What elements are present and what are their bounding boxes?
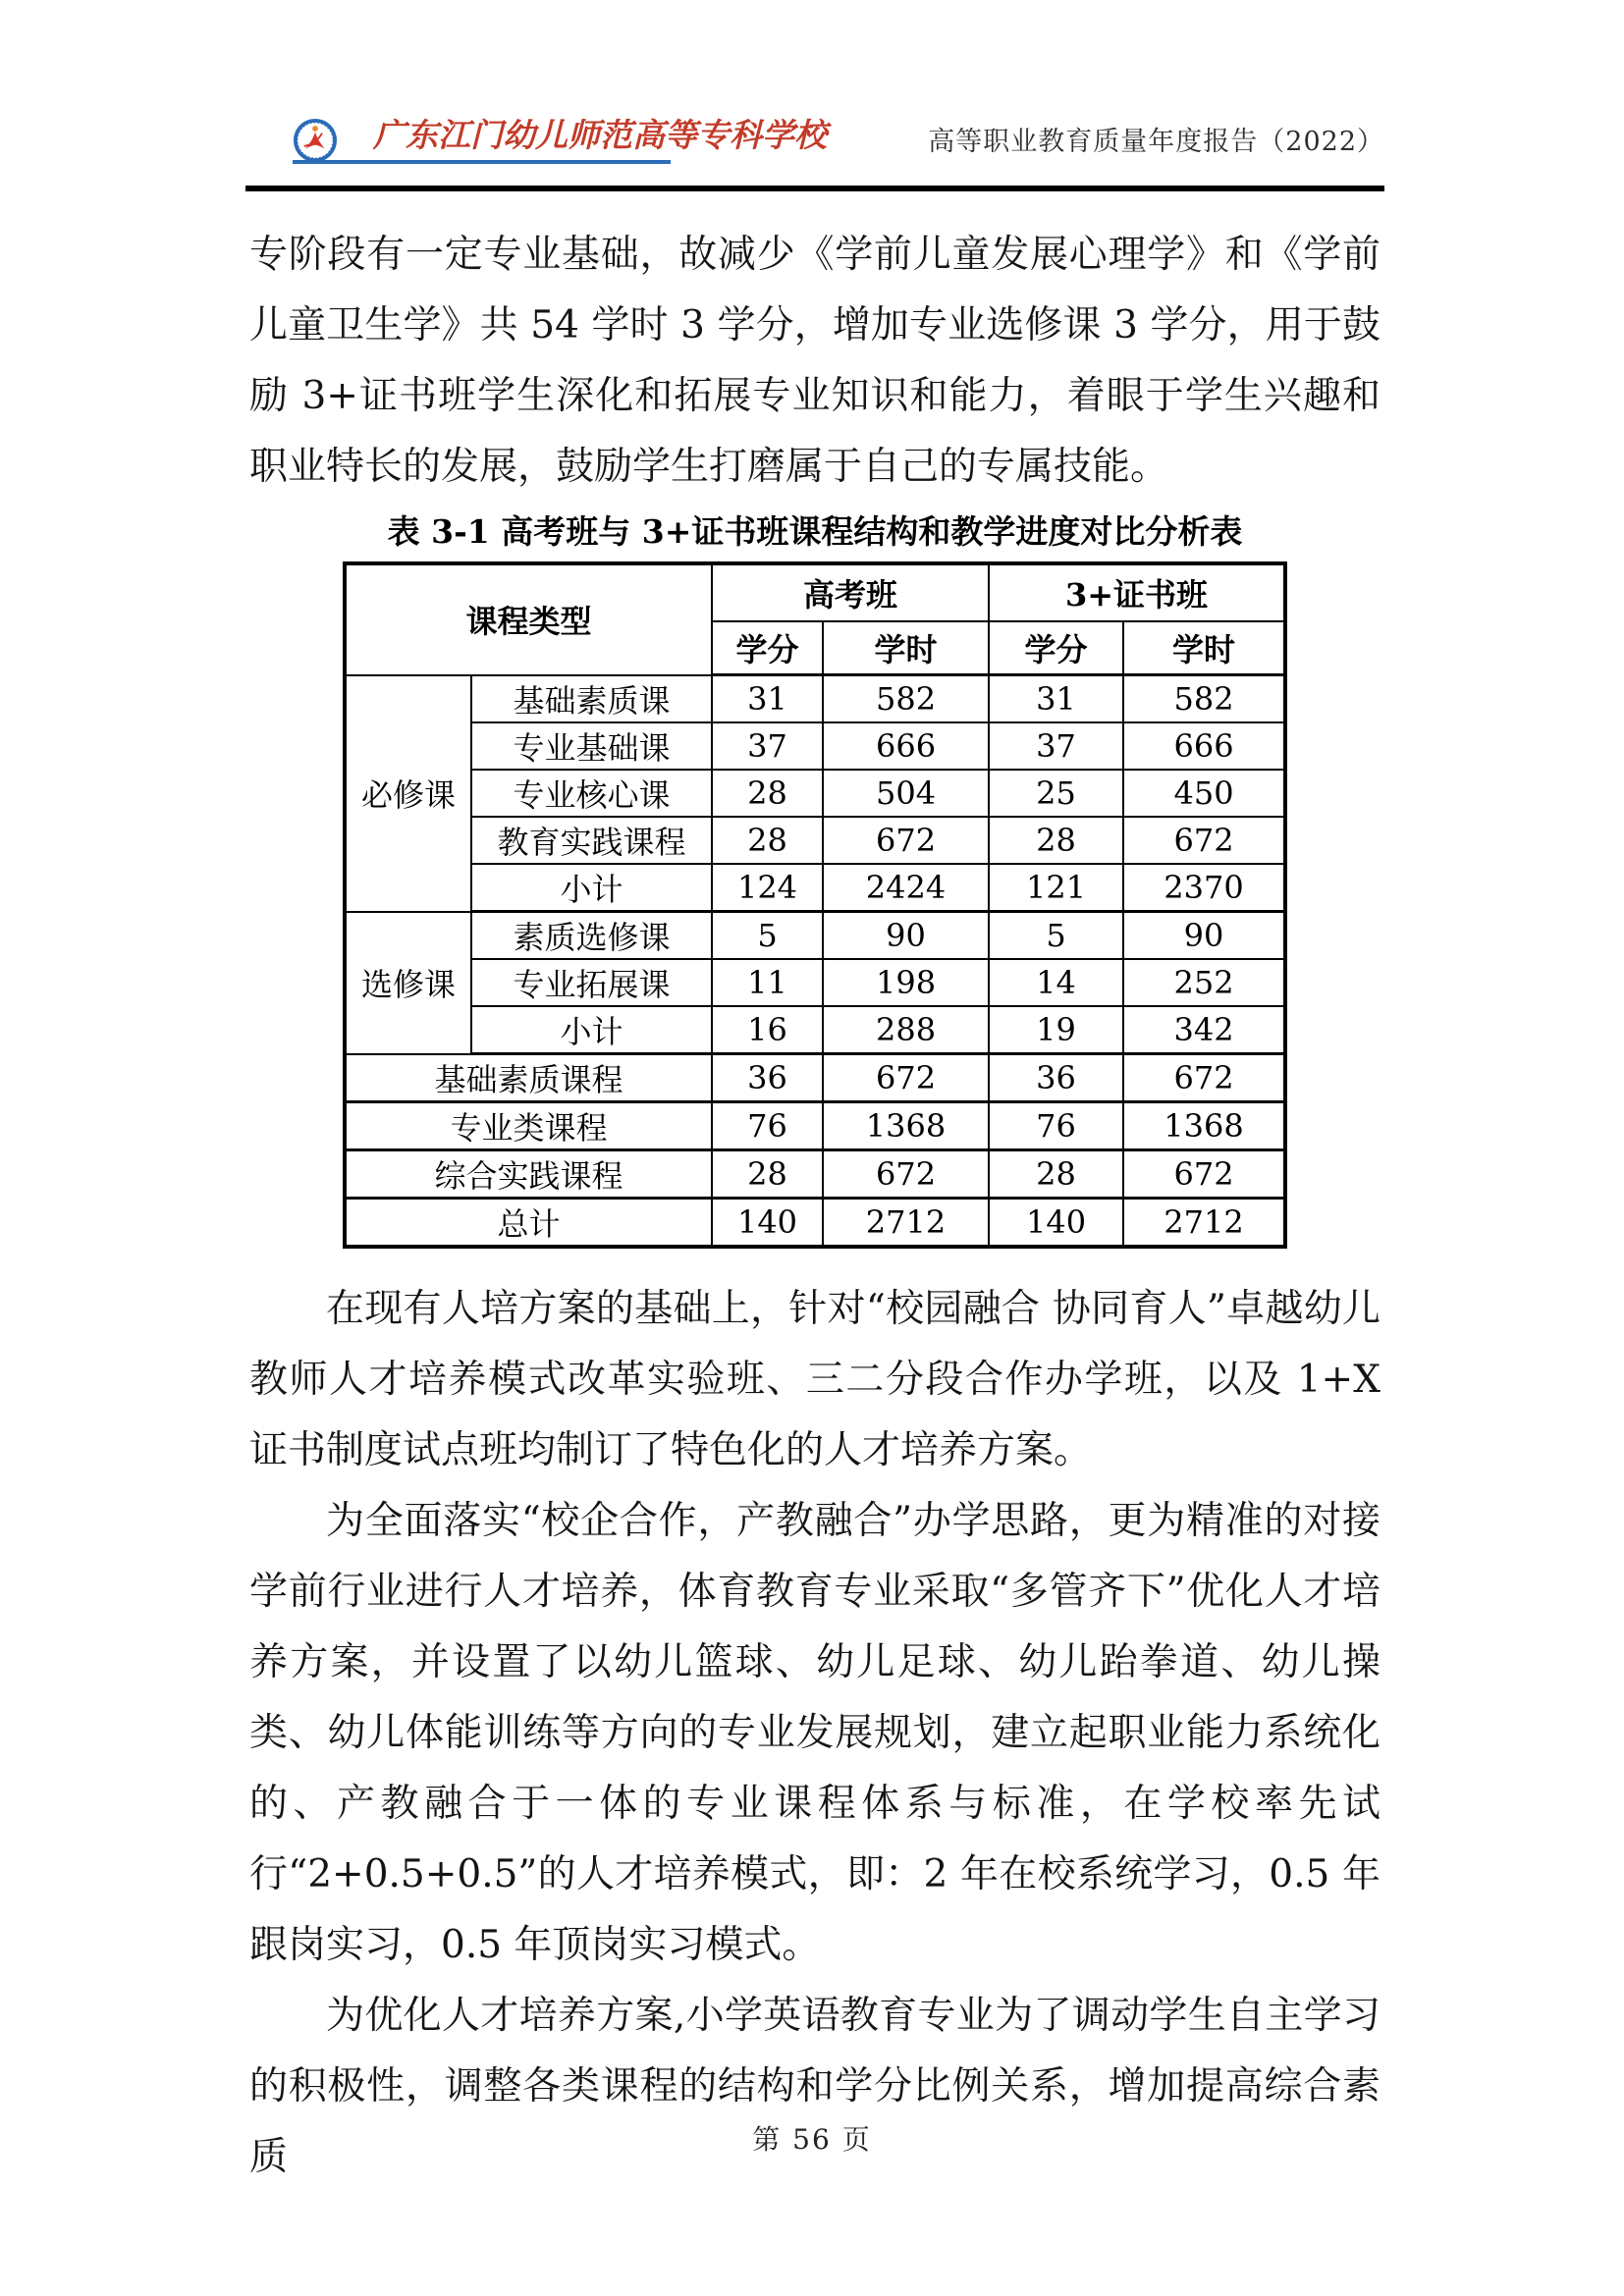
group-required: 必修课: [345, 675, 471, 912]
school-logo-icon: [293, 118, 338, 163]
table-header-row-1: [345, 563, 1285, 621]
header-hours-cert: 学时: [1123, 621, 1285, 675]
cell-value: 1368: [823, 1102, 989, 1150]
row-name: 专业核心课: [471, 770, 712, 817]
header-gaokao-class: 高考班: [712, 563, 989, 621]
cell-value: 11: [712, 959, 823, 1006]
paragraph-1: 专阶段有一定专业基础，故减少《学前儿童发展心理学》和《学前儿童卫生学》共 54 学时 3 学分，增加专业选修课 3 学分，用于鼓励 3+证书班学生深化和拓展专业知识和能力，着眼于学生兴趣和职业特长的发展，鼓励学生打磨属于自己的专属技能。: [249, 233, 1380, 489]
cell-value: 666: [1123, 722, 1285, 770]
cell-value: 666: [823, 722, 989, 770]
header-credits-cert: 学分: [989, 621, 1123, 675]
cell-value: 1368: [1123, 1102, 1285, 1150]
table-row: [345, 912, 1285, 960]
cell-value: 582: [823, 675, 989, 723]
cell-value: 5: [989, 912, 1123, 960]
cell-value: 90: [1123, 912, 1285, 960]
cell-value: 672: [1123, 1054, 1285, 1102]
cell-value: 14: [989, 959, 1123, 1006]
table-row-summary: [345, 1054, 1285, 1102]
cell-value: 37: [712, 722, 823, 770]
header-credits-gaokao: 学分: [712, 621, 823, 675]
school-name-block: [373, 116, 827, 164]
report-title: 高等职业教育质量年度报告（2022）: [928, 127, 1384, 157]
cell-value: 90: [823, 912, 989, 960]
table-row-summary: [345, 1102, 1285, 1150]
cell-value: 36: [712, 1054, 823, 1102]
cell-value: 504: [823, 770, 989, 817]
table-row-subtotal: [345, 864, 1285, 912]
cell-value: 582: [1123, 675, 1285, 723]
header-course-type: 课程类型: [345, 563, 712, 675]
row-name: 专业类课程: [345, 1102, 712, 1150]
cell-value: 76: [712, 1102, 823, 1150]
row-name: 基础素质课: [471, 675, 712, 723]
group-elective: 选修课: [345, 912, 471, 1054]
paragraph-2: 在现有人培方案的基础上，针对“校园融合 协同育人”卓越幼儿教师人才培养模式改革实验班、三二分段合作办学班，以及 1+X 证书制度试点班均制订了特色化的人才培养方案。: [249, 1287, 1380, 1472]
cell-value: 28: [989, 817, 1123, 864]
cell-value: 121: [989, 864, 1123, 912]
cell-value: 252: [1123, 959, 1285, 1006]
cell-value: 450: [1123, 770, 1285, 817]
cell-value: 198: [823, 959, 989, 1006]
cell-value: 5: [712, 912, 823, 960]
cell-value: 37: [989, 722, 1123, 770]
cell-value: 31: [989, 675, 1123, 723]
course-structure-table: [343, 561, 1287, 1249]
cell-value: 672: [1123, 817, 1285, 864]
cell-value: 28: [712, 770, 823, 817]
row-name: 总计: [345, 1199, 712, 1248]
cell-value: 672: [823, 1150, 989, 1199]
cell-value: 25: [989, 770, 1123, 817]
cell-value: 2424: [823, 864, 989, 912]
cell-value: 28: [712, 1150, 823, 1199]
school-name: 广东江门幼儿师范高等专科学校: [373, 116, 827, 154]
cell-value: 2712: [1123, 1199, 1285, 1248]
cell-value: 672: [1123, 1150, 1285, 1199]
cell-value: 124: [712, 864, 823, 912]
table-row-summary: [345, 1150, 1285, 1199]
table-row-total: [345, 1199, 1285, 1248]
table-row-subtotal: [345, 1006, 1285, 1054]
cell-value: 140: [989, 1199, 1123, 1248]
row-name: 专业拓展课: [471, 959, 712, 1006]
page-number: 第 56 页: [752, 2123, 872, 2156]
row-name: 专业基础课: [471, 722, 712, 770]
header-hours-gaokao: 学时: [823, 621, 989, 675]
paragraph-4: 为优化人才培养方案,小学英语教育专业为了调动学生自主学习的积极性，调整各类课程的结构和学分比例关系，增加提高综合素质: [249, 1994, 1380, 2179]
cell-value: 288: [823, 1006, 989, 1054]
header-cert-class: 3+证书班: [989, 563, 1285, 621]
row-name: 教育实践课程: [471, 817, 712, 864]
cell-value: 140: [712, 1199, 823, 1248]
table-row: [345, 817, 1285, 864]
page-body: [249, 220, 1380, 2193]
table-row: [345, 675, 1285, 723]
row-name: 基础素质课程: [345, 1054, 712, 1102]
logo-underline: [293, 160, 671, 164]
table-caption: 表 3-1 高考班与 3+证书班课程结构和教学进度对比分析表: [387, 512, 1243, 551]
table-row: [345, 770, 1285, 817]
cell-value: 2370: [1123, 864, 1285, 912]
cell-value: 28: [712, 817, 823, 864]
cell-value: 672: [823, 1054, 989, 1102]
row-name: 素质选修课: [471, 912, 712, 960]
table-row: [345, 722, 1285, 770]
cell-value: 36: [989, 1054, 1123, 1102]
cell-value: 28: [989, 1150, 1123, 1199]
row-name: 综合实践课程: [345, 1150, 712, 1199]
table-row: [345, 959, 1285, 1006]
cell-value: 342: [1123, 1006, 1285, 1054]
cell-value: 2712: [823, 1199, 989, 1248]
paragraph-3: 为全面落实“校企合作，产教融合”办学思路，更为精准的对接学前行业进行人才培养，体育教育专业采取“多管齐下”优化人才培养方案，并设置了以幼儿篮球、幼儿足球、幼儿跆拳道、幼儿操类、幼儿体能训练等方向的专业发展规划，建立起职业能力系统化的、产教融合于一体的专业课程体系与标准，在学校率先试行“2+0.5+0.5”的人才培养模式，即：2 年在校系统学习，0.5 年跟岗实习，0.5 年顶岗实习模式。: [249, 1499, 1380, 1967]
page-header: [249, 116, 1384, 164]
cell-value: 19: [989, 1006, 1123, 1054]
cell-value: 16: [712, 1006, 823, 1054]
cell-value: 672: [823, 817, 989, 864]
cell-value: 76: [989, 1102, 1123, 1150]
header-rule: [245, 186, 1384, 191]
row-name: 小计: [471, 864, 712, 912]
school-lockup: [249, 116, 827, 164]
cell-value: 31: [712, 675, 823, 723]
row-name: 小计: [471, 1006, 712, 1054]
